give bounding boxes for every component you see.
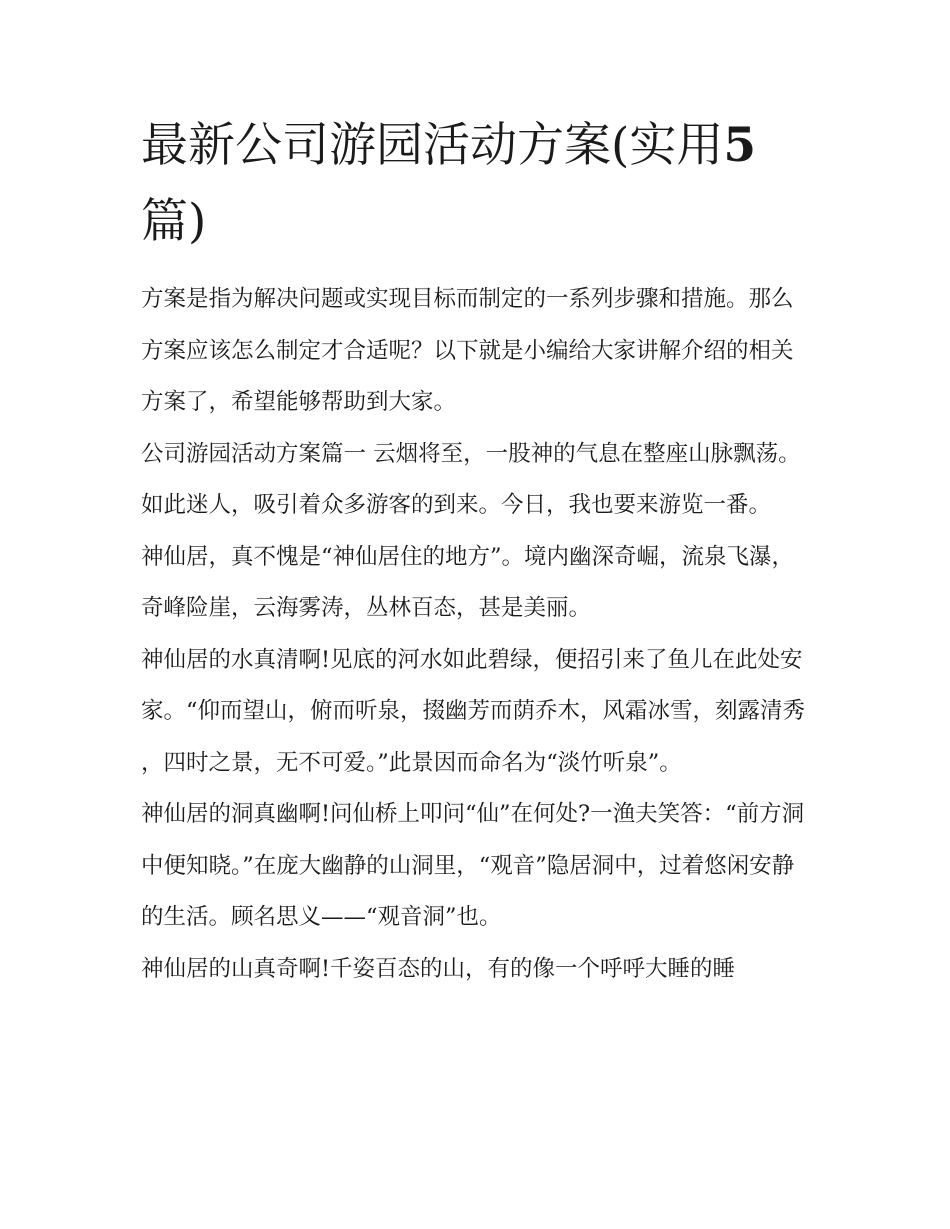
- document-title: 最新公司游园活动方案(实用5篇): [141, 118, 757, 249]
- mountain-paragraph: 神仙居的山真奇啊!千姿百态的山，有的像一个呼呼大睡的睡: [141, 955, 736, 982]
- water-paragraph: 神仙居的水真清啊!见底的河水如此碧绿，便招引来了鱼儿在此处安家。“仰而望山，俯而听泉，掇幽芳而荫乔木，风霜冰雪，刻露清秀，四时之景，无不可爱。”此景因而命名为“淡竹听泉”。: [141, 646, 806, 776]
- section-one-paragraph: 公司游园活动方案篇一 云烟将至，一股神的气息在整座山脉飘荡。如此迷人，吸引着众多游客的到来。今日，我也要来游览一番。: [141, 440, 801, 518]
- cave-paragraph: 神仙居的洞真幽啊!问仙桥上叩问“仙”在何处?一渔夫笑答：“前方洞中便知晓。”在庞大幽静的山洞里，“观音”隐居洞中，过着悠闲安静的生活。顾名思义——“观音洞”也。: [141, 801, 805, 930]
- intro-paragraph: 方案是指为解决问题或实现目标而制定的一系列步骤和措施。那么方案应该怎么制定才合适呢？以下就是小编给大家讲解介绍的相关方案了，希望能够帮助到大家。: [141, 286, 794, 415]
- document-body: [141, 108, 813, 995]
- shenxianju-intro-paragraph: 神仙居，真不愧是“神仙居住的地方”。境内幽深奇崛，流泉飞瀑，奇峰险崖，云海雾涛，丛林百态，甚是美丽。: [141, 543, 795, 621]
- title-number: 5: [723, 118, 757, 173]
